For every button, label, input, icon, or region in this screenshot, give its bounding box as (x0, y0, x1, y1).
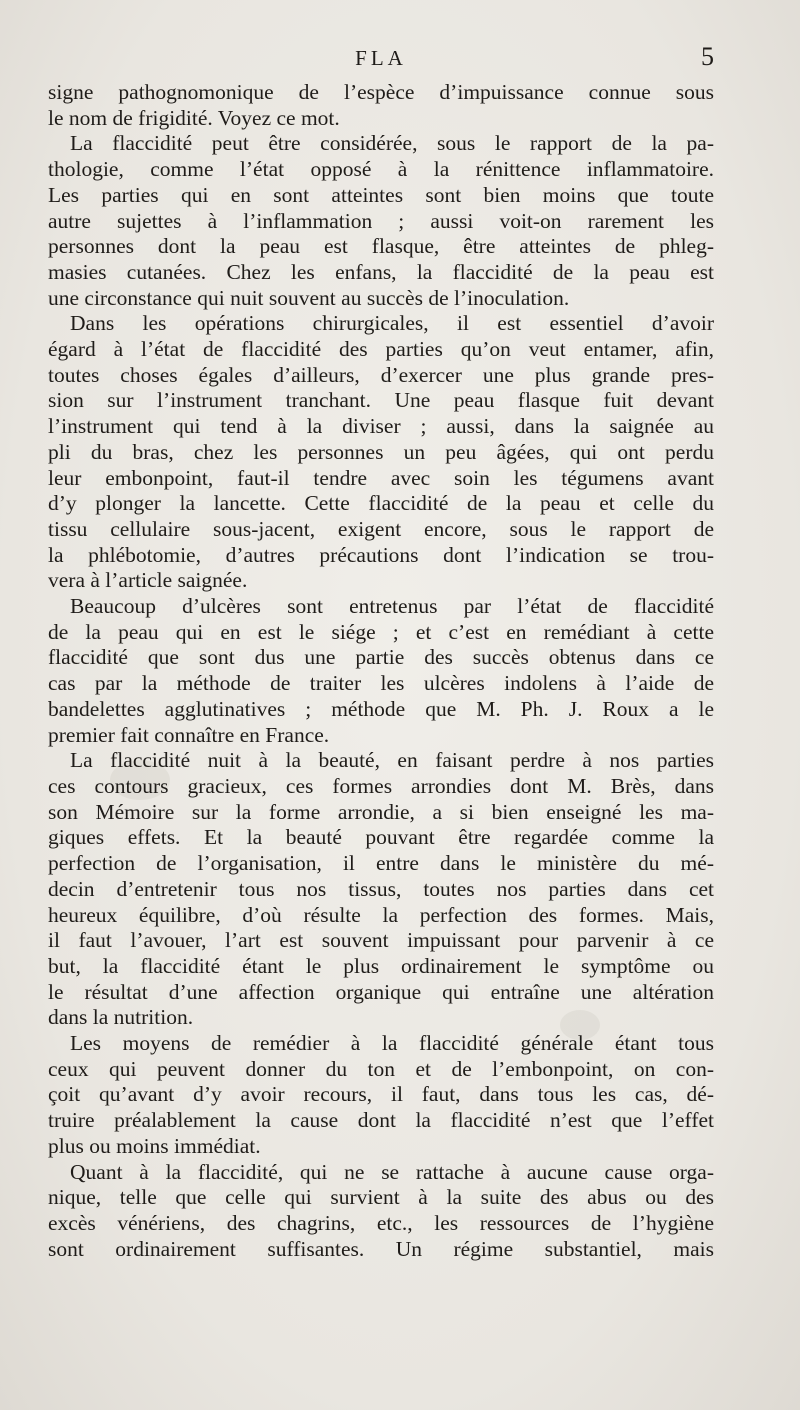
text-line: d’y plonger la lancette. Cette flaccidité de la peau et celle du (48, 491, 714, 516)
text-line: giques effets. Et la beauté pouvant être regardée comme la (48, 825, 714, 850)
body-text (48, 80, 714, 1262)
text-line: autre sujettes à l’inflammation ; aussi voit-on rarement les (48, 208, 714, 233)
text-line: Beaucoup d’ulcères sont entretenus par l’état de flaccidité (70, 594, 714, 619)
text-line: decin d’entretenir tous nos tissus, toutes nos parties dans cet (48, 876, 714, 901)
text-line: ces contours gracieux, ces formes arrondies dont M. Brès, dans (48, 773, 714, 798)
text-line: Les moyens de remédier à la flaccidité générale étant tous (70, 1031, 714, 1056)
text-line: le nom de frigidité. Voyez ce mot. (48, 105, 340, 130)
text-line: but, la flaccidité étant le plus ordinairement le symptôme ou (48, 953, 714, 978)
text-line: l’instrument qui tend à la diviser ; aussi, dans la saignée au (48, 414, 714, 439)
text-line: masies cutanées. Chez les enfans, la flaccidité de la peau est (48, 259, 714, 284)
text-line: sion sur l’instrument tranchant. Une peau flasque fuit devant (48, 388, 714, 413)
text-line: cas par la méthode de traiter les ulcères indolens à l’aide de (48, 671, 714, 696)
text-line: bandelettes agglutinatives ; méthode que M. Ph. J. Roux a le (48, 696, 714, 721)
text-line: sont ordinairement suffisantes. Un régime substantiel, mais (48, 1236, 714, 1261)
text-line: truire préalablement la cause dont la flaccidité n’est que l’effet (48, 1108, 714, 1133)
running-head (48, 42, 714, 76)
text-line: heureux équilibre, d’où résulte la perfection des formes. Mais, (48, 902, 714, 927)
text-line: çoit qu’avant d’y avoir recours, il faut, dans tous les cas, dé- (48, 1082, 714, 1107)
text-line: signe pathognomonique de l’espèce d’impuissance connue sous (48, 80, 714, 104)
text-line: dans la nutrition. (48, 1005, 194, 1030)
text-line: personnes dont la peau est flasque, être atteintes de phleg- (48, 234, 714, 259)
text-line: excès vénériens, des chagrins, etc., les ressources de l’hygiène (48, 1210, 714, 1235)
text-line: Quant à la flaccidité, qui ne se rattache à aucune cause orga- (70, 1159, 714, 1184)
text-line: égard à l’état de flaccidité des parties qu’on veut entamer, afin, (48, 337, 714, 362)
text-line: perfection de l’organisation, il entre dans le ministère du mé- (48, 851, 714, 876)
text-line: premier fait connaître en France. (48, 722, 330, 747)
text-line: flaccidité que sont dus une partie des succès obtenus dans ce (48, 645, 714, 670)
page-number: 5 (701, 42, 714, 71)
text-line: thologie, comme l’état opposé à la rénittence inflammatoire. (48, 157, 714, 182)
text-line: leur embonpoint, faut-il tendre avec soin les tégumens avant (48, 465, 714, 490)
text-line: La flaccidité nuit à la beauté, en faisant perdre à nos parties (70, 748, 714, 773)
text-line: il faut l’avouer, l’art est souvent impuissant pour parvenir à ce (48, 928, 714, 953)
text-line: son Mémoire sur la forme arrondie, a si bien enseigné les ma- (48, 799, 714, 824)
running-head-title: FLA (355, 46, 407, 70)
text-line: pli du bras, chez les personnes un peu âgées, qui ont perdu (48, 439, 714, 464)
text-line: Dans les opérations chirurgicales, il est essentiel d’avoir (70, 311, 714, 336)
text-line: ceux qui peuvent donner du ton et de l’embonpoint, on con- (48, 1056, 714, 1081)
text-line: La flaccidité peut être considérée, sous le rapport de la pa- (70, 131, 714, 156)
text-line: de la peau qui en est le siége ; et c’est en remédiant à cette (48, 619, 714, 644)
text-line: Les parties qui en sont atteintes sont bien moins que toute (48, 182, 714, 207)
text-line: toutes choses égales d’ailleurs, d’exercer une plus grande pres- (48, 362, 714, 387)
text-line: une circonstance qui nuit souvent au succès de l’inoculation. (48, 285, 570, 310)
text-line: le résultat d’une affection organique qui entraîne une altération (48, 979, 714, 1004)
text-line: la phlébotomie, d’autres précautions dont l’indication se trou- (48, 542, 714, 567)
text-line: nique, telle que celle qui survient à la suite des abus ou des (48, 1185, 714, 1210)
text-line: tissu cellulaire sous-jacent, exigent encore, sous le rapport de (48, 516, 714, 541)
text-line: plus ou moins immédiat. (48, 1133, 261, 1158)
text-line: vera à l’article saignée. (48, 568, 248, 593)
